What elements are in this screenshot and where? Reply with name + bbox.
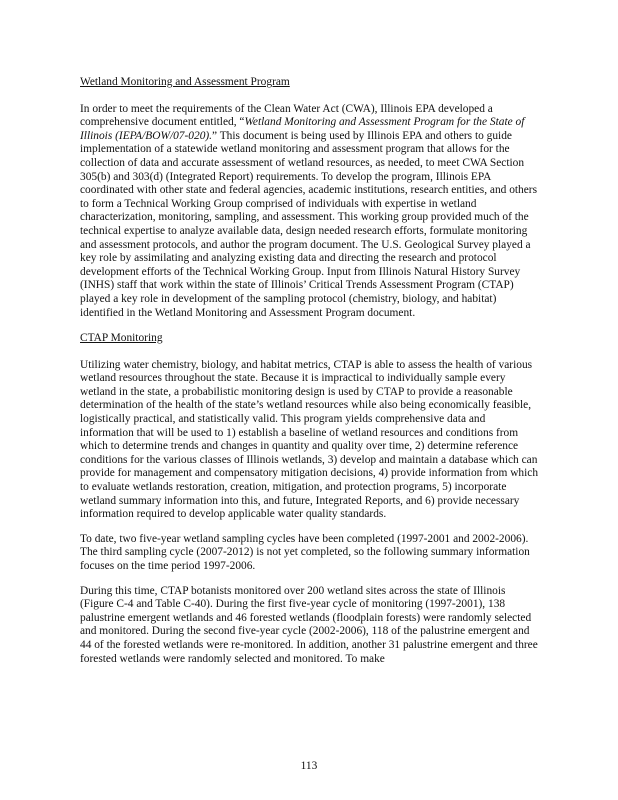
paragraph-lead-text: In order to meet the requirements of the Clean Water Act (CWA), Illinois EPA developed a comprehensive document entitled, “ — [80, 102, 493, 129]
paragraph-rest-text: ” This document is being used by Illinois EPA and others to guide implementation of a statewide wetland monitoring and assessment program that allows for the collection of data and accurate assessment of wetland resources, as needed, to meet CWA Section 305(b) and 303(d) (Integrated Report) requirements. To develop the program, Illinois EPA coordinated with other state and federal agencies, academic institutions, research entities, and others to form a Technical Working Group comprised of individuals with expertise in wetland characterization, monitoring, sampling, and assessment. This working group provided much of the technical expertise to analyze available data, design needed research efforts, formulate monitoring and assessment protocols, and author the program document. The U.S. Geological Survey played a key role by assimilating and analyzing existing data and directing the research and protocol development efforts of the Technical Working Group. Input from Illinois Natural History Survey (INHS) staff that work within the state of Illinois’ Critical Trends Assessment Program (CTAP) played a key role in development of the sampling protocol (chemistry, biology, and habitat) identified in the Wetland Monitoring and Assessment Program document. — [80, 129, 538, 319]
paragraph-botanist-monitoring: During this time, CTAP botanists monitored over 200 wetland sites across the state of Illinois (Figure C-4 and Table C-40). During the first five-year cycle of monitoring (1997-2001), 138 palustrine emergent wetlands and 46 forested wetlands (floodplain forests) were randomly selected and monitored. During the second five-year cycle (2002-2006), 118 of the palustrine emergent and 44 of the forested wetlands were re-monitored. In addition, another 31 palustrine emergent and three forested wetlands were randomly selected and monitored. To make — [80, 584, 538, 665]
paragraph-wetland-program — [80, 103, 540, 321]
section-heading-ctap-monitoring: CTAP Monitoring — [80, 332, 163, 345]
paragraph-ctap-overview: Utilizing water chemistry, biology, and habitat metrics, CTAP is able to assess the health of various wetland resources throughout the state. Because it is impractical to individually sample every wetland in the state, a probabilistic monitoring design is used by CTAP to provide a reasonable determination of the health of the state’s wetland resources while also being economically feasible, logistically practical, and statistically valid. This program yields comprehensive data and information that will be used to 1) establish a baseline of wetland resources and conditions from which to determine trends and changes in quantity and quality over time, 2) determine reference conditions for the various classes of Illinois wetlands, 3) develop and maintain a database which can provide for management and compensatory mitigation decisions, 4) provide information from which to evaluate wetlands restoration, creation, mitigation, and protection programs, 5) incorporate wetland summary information into this, and future, Integrated Reports, and 6) provide necessary information required to develop applicable water quality standards. — [80, 358, 539, 521]
document-page — [80, 76, 540, 666]
page-number: 113 — [300, 760, 318, 772]
paragraph-sampling-cycles: To date, two five-year wetland sampling cycles have been completed (1997-2001 and 2002-2006). The third sampling cycle (2007-2012) is not yet completed, so the following summary information focuses on the time period 1997-2006. — [80, 532, 530, 572]
document-title-italic: Wetland Monitoring and Assessment Program for the State of Illinois (IEPA/BOW/07-020). — [80, 116, 525, 142]
section-heading-wetland-monitoring: Wetland Monitoring and Assessment Program — [80, 76, 290, 88]
